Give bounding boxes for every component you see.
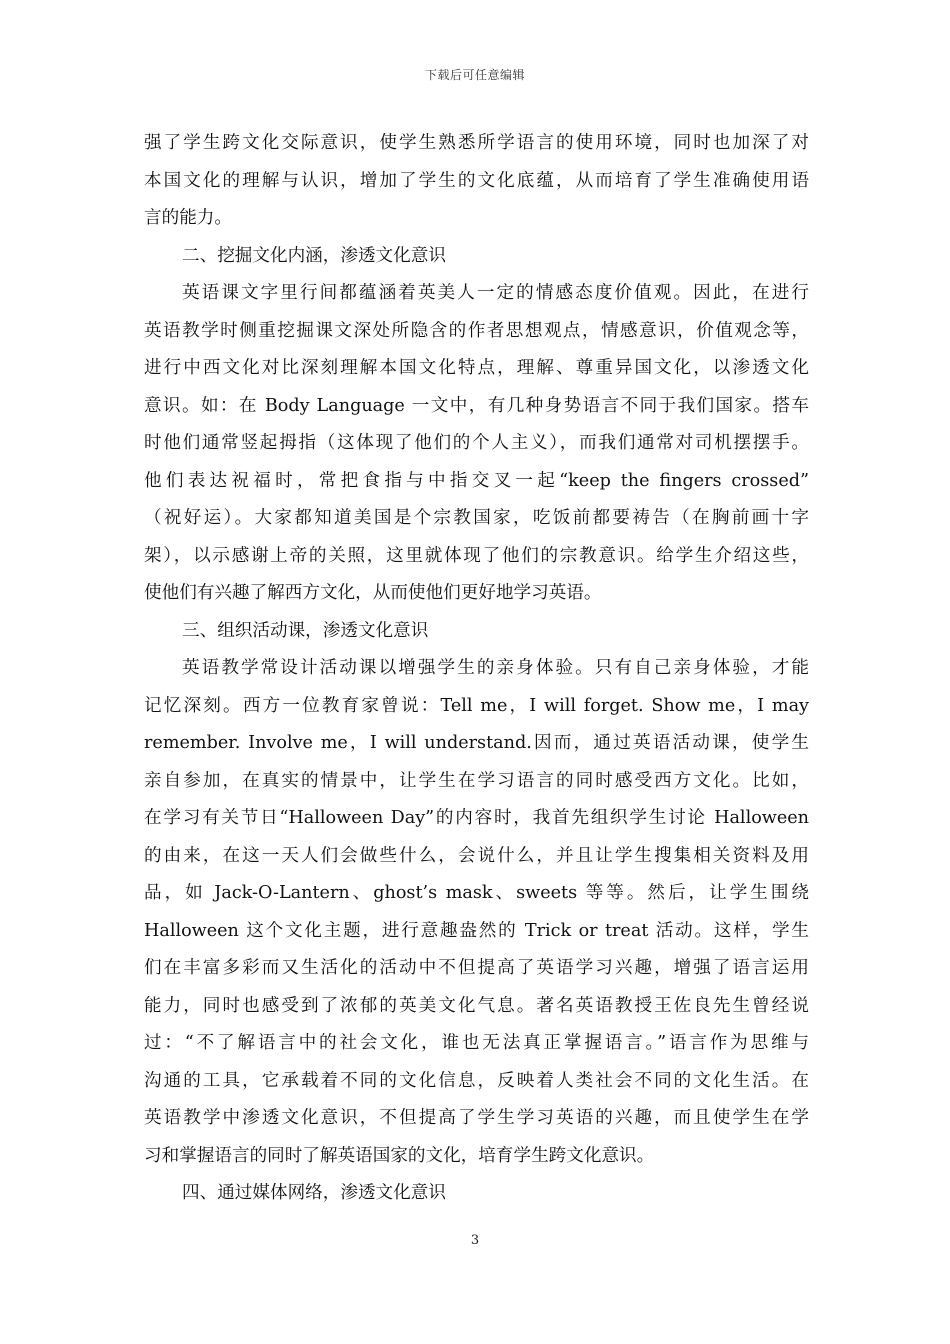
paragraph-line: Halloween 这个文化主题，进行意趣盎然的 Trick or treat 活动。这样，学生 [144,920,809,941]
paragraph-line: 使他们有兴趣了解西方文化，从而使他们更好地学习英语。 [144,583,602,603]
paragraph-line: 架），以示感谢上帝的关照，这里就体现了他们的宗教意识。给学生介绍这些， [144,545,809,566]
section-heading: 三、组织活动课，渗透文化意识 [182,620,429,641]
paragraph-line: 他们表达祝福时，常把食指与中指交叉一起“keep the fingers crossed” [144,470,809,491]
paragraph-line: 习和掌握语言的同时了解英语国家的文化，培育学生跨文化意识。 [144,1145,655,1166]
paragraph-line: 亲自参加，在真实的情景中，让学生在学习语言的同时感受西方文化。比如， [144,770,809,791]
paragraph-line: 英语教学时侧重挖掘课文深处所隐含的作者思想观点，情感意识，价值观念等， [144,320,809,341]
document-body [144,125,809,1213]
section-heading: 四、通过媒体网络，渗透文化意识 [182,1183,446,1203]
page-header: 下载后可任意编辑 [424,68,525,82]
paragraph-line: 本国文化的理解与认识，增加了学生的文化底蕴，从而培育了学生准确使用语 [144,170,809,191]
page-number: 3 [470,1233,480,1248]
paragraph-line: 时他们通常竖起拇指（这体现了他们的个人主义），而我们通常对司机摆摆手。 [144,433,809,453]
paragraph-line: 能力，同时也感受到了浓郁的英美文化气息。著名英语教授王佐良先生曾经说 [144,995,809,1016]
paragraph-line: 强了学生跨文化交际意识，使学生熟悉所学语言的使用环境，同时也加深了对 [144,133,809,153]
paragraph-line: 在学习有关节日“Halloween Day”的内容时，我首先组织学生讨论 Halloween [144,808,809,828]
paragraph-line: 的由来，在这一天人们会做些什么，会说什么，并且让学生搜集相关资料及用 [144,845,809,866]
paragraph-line: 英语教学中渗透文化意识，不但提高了学生学习英语的兴趣，而且使学生在学 [144,1108,809,1128]
paragraph-line: 沟通的工具，它承载着不同的文化信息，反映着人类社会不同的文化生活。在 [144,1070,809,1091]
section-heading: 二、挖掘文化内涵，渗透文化意识 [182,245,446,266]
paragraph-line: 英语教学常设计活动课以增强学生的亲身体验。只有自己亲身体验，才能 [182,658,809,678]
paragraph-line: remember. Involve me，I will understand.因而，通过英语活动课，使学生 [144,733,809,753]
paragraph-line: 品，如 Jack-O-Lantern、ghost’s mask、sweets 等等。然后，让学生围绕 [144,883,809,903]
paragraph-line: 意识。如：在 Body Language 一文中，有几种身势语言不同于我们国家。搭车 [144,395,809,416]
paragraph-line: 记忆深刻。西方一位教育家曾说：Tell me，I will forget. Show me，I may [144,695,809,716]
paragraph-line: 英语课文字里行间都蕴涵着英美人一定的情感态度价值观。因此，在进行 [182,283,809,303]
paragraph-line: 言的能力。 [144,208,232,228]
paragraph-line: 们在丰富多彩而又生活化的活动中不但提高了英语学习兴趣，增强了语言运用 [144,958,809,978]
paragraph-line: 过：“不了解语言中的社会文化，谁也无法真正掌握语言。”语言作为思维与 [144,1033,809,1053]
paragraph-line: 进行中西文化对比深刻理解本国文化特点，理解、尊重异国文化，以渗透文化 [144,358,809,378]
paragraph-line: （祝好运）。大家都知道美国是个宗教国家，吃饭前都要祷告（在胸前画十字 [144,508,809,528]
